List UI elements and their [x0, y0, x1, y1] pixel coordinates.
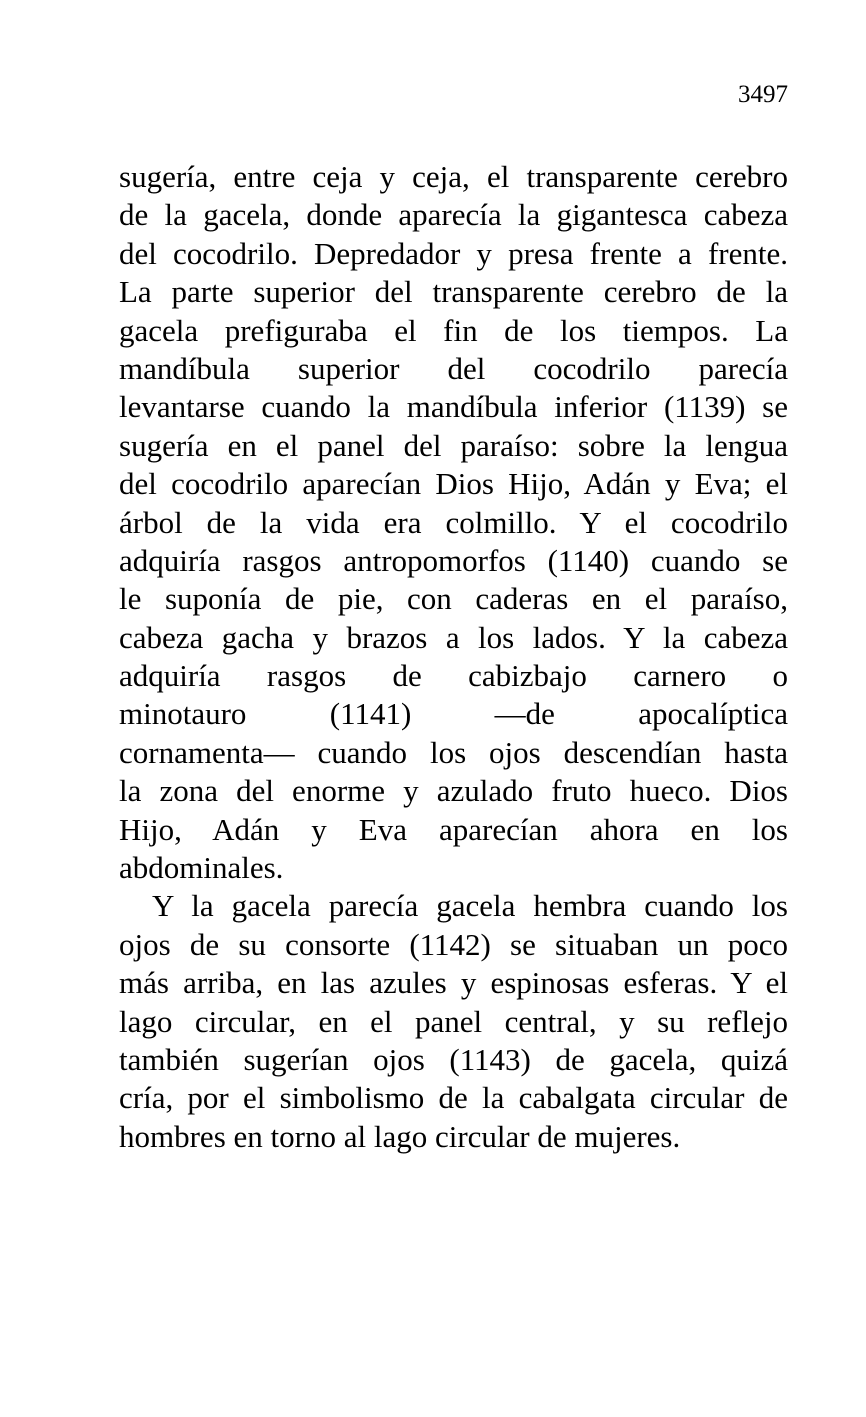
- text-line: cornamenta— cuando los ojos descendían hasta: [119, 734, 788, 770]
- text-line: abdominales.: [119, 850, 284, 886]
- text-line: La parte superior del transparente cerebro de la: [119, 274, 788, 310]
- text-line: Hijo, Adán y Eva aparecían ahora en los: [119, 811, 788, 847]
- text-line: la zona del enorme y azulado fruto hueco. Dios: [119, 773, 788, 809]
- text-line: hombres en torno al lago circular de mujeres.: [119, 1118, 681, 1154]
- text-line: minotauro (1141) —de apocalíptica: [119, 696, 788, 732]
- text-line: lago circular, en el panel central, y su reflejo: [119, 1003, 788, 1039]
- paragraph: [119, 887, 788, 1156]
- text-line: del cocodrilo aparecían Dios Hijo, Adán y Eva; el: [119, 466, 788, 502]
- text-line: sugería en el panel del paraíso: sobre la lengua: [119, 427, 788, 463]
- text-line: gacela prefiguraba el fin de los tiempos. La: [119, 312, 788, 348]
- text-line: levantarse cuando la mandíbula inferior (1139) se: [119, 389, 788, 425]
- text-line: cabeza gacha y brazos a los lados. Y la cabeza: [119, 619, 788, 655]
- text-line: también sugerían ojos (1143) de gacela, quizá: [119, 1041, 788, 1077]
- text-line: mandíbula superior del cocodrilo parecía: [119, 350, 788, 386]
- page-number: 3497: [738, 81, 788, 108]
- text-line: sugería, entre ceja y ceja, el transparente cerebro: [119, 159, 788, 194]
- text-line: adquiría rasgos de cabizbajo carnero o: [119, 658, 788, 694]
- text-line: más arriba, en las azules y espinosas esferas. Y el: [119, 965, 788, 1001]
- text-line: le suponía de pie, con caderas en el paraíso,: [119, 581, 788, 617]
- text-line: adquiría rasgos antropomorfos (1140) cuando se: [119, 542, 788, 578]
- text-line: Y la gacela parecía gacela hembra cuando los: [152, 888, 788, 924]
- text-line: árbol de la vida era colmillo. Y el cocodrilo: [119, 504, 788, 540]
- text-line: del cocodrilo. Depredador y presa frente a frente.: [119, 235, 788, 271]
- paragraph: [119, 158, 788, 887]
- text-line: cría, por el simbolismo de la cabalgata circular de: [119, 1080, 788, 1116]
- body-text: [119, 158, 788, 1156]
- text-line: ojos de su consorte (1142) se situaban un poco: [119, 926, 788, 962]
- text-line: de la gacela, donde aparecía la gigantesca cabeza: [119, 197, 788, 233]
